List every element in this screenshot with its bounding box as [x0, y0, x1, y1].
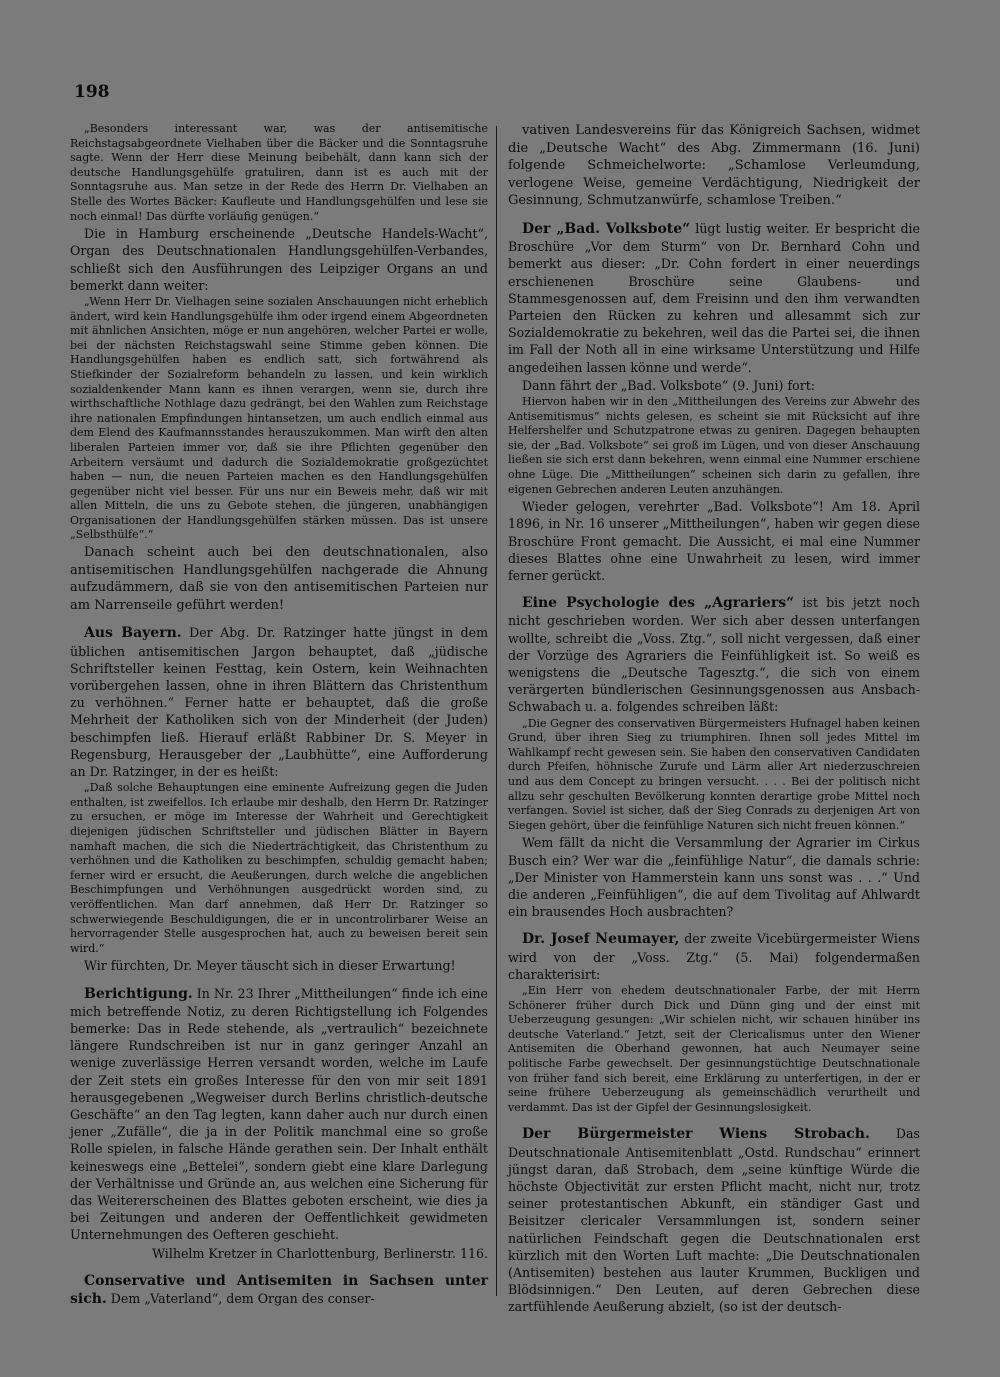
section-text: lügt lustig weiter. Er bespricht die Broschüre „Vor dem Sturm“ von Dr. Bernhard Cohn und bemerkt aus dieser: „Dr. Cohn fordert in einer neuerdings erschienenen Broschüre seine Glaubens- und Stammesgenossen auf, dem Freisinn und den ihm verwandten Parteien den Rücken zu kehren und allesammt sich zur Sozialdemokratie zu bekehren, weil das die Partei sei, die ihnen im Fall der Noth all in eine wirksame Unterstützung und Hilfe angedeihen lassen könne und werde“. — [508, 220, 920, 375]
section-paragraph — [70, 985, 488, 1244]
left-column — [70, 122, 488, 1309]
body-paragraph: Dann fährt der „Bad. Volksbote“ (9. Juni) fort: — [522, 377, 816, 393]
section-text: Der Abg. Dr. Ratzinger hatte jüngst in dem üblichen antisemitischen Jargon behauptet, daß „jüdische Schriftsteller keinen Festtag, kein Ostern, kein Weihnachten vorübergehen lassen, ohne in ihren Blättern das Christenthum zu verhöhnen.“ Ferner hatte er behauptet, daß die große Mehrheit der Katholiken sich von der Minderheit (der Juden) beschimpfen ließ. Hierauf erläßt Rabbiner Dr. S. Meyer in Regensburg, Herausgeber der „Laubhütte“, eine Aufforderung an Dr. Ratzinger, in der es heißt: — [70, 625, 489, 780]
quote-paragraph: „Daß solche Behauptungen eine eminente Aufreizung gegen die Juden enthalten, ist zweifellos. Ich erlaube mir deshalb, den Herrn Dr. Ratzinger zu ersuchen, er möge im Interesse der Wahrheit und Gerechtigkeit diejenigen jüdischen Schriftsteller und jüdischen Blätter in Bayern namhaft machen, die sich die Niederträchtigkeit, das Christenthum zu verhöhnen und die Katholiken zu beschimpfen, schuldig gemacht haben; ferner wird er ersucht, die Aeußerungen, durch welche die angeblichen Beschimpfungen und Verhöhnungen ausgedrückt worden sind, zu veröffentlichen. Man darf annehmen, daß Herr Dr. Ratzinger so schwerwiegende Beschuldigungen, die er in uncontrolirbarer Weise an hervorragender Stelle ausgesprochen hat, auch zu beweisen bereit sein wird.“ — [70, 781, 488, 955]
body-paragraph: Die in Hamburg erscheinende „Deutsche Handels-Wacht“, Organ des Deutschnationalen Handlungsgehülfen-Verbandes, schließt sich den Ausführungen des Leipziger Organs an und bemerkt dann weiter: — [70, 226, 488, 293]
spacer — [508, 1116, 920, 1125]
body-paragraph: Wir fürchten, Dr. Meyer täuscht sich in dieser Erwartung! — [84, 958, 456, 974]
section-heading: Der „Bad. Volksbote“ — [522, 220, 691, 237]
section-paragraph — [508, 220, 920, 376]
signature-line: Wilhelm Kretzer in Charlottenburg, Berlinerstr. 116. — [152, 1245, 488, 1261]
body-paragraph: Wieder gelogen, verehrter „Bad. Volksbote“! Am 18. April 1896, in Nr. 16 unserer „Mittheilungen“, haben wir gegen diese Broschüre Front gemacht. Die Aussicht, ei mal eine Nummer dieses Blattes ohne eine Unwahrheit zu lesen, wird immer ferner gerückt. — [508, 499, 920, 583]
section-heading: Dr. Josef Neumayer, — [522, 931, 680, 948]
section-heading: Conservative und Antisemiten in Sachsen unter sich. — [70, 1272, 488, 1308]
section-text: In Nr. 23 Ihrer „Mittheilungen“ finde ich eine mich betreffende Notiz, zu deren Richtigstellung ich Folgendes bemerke: Das in Rede stehende, als „vertraulich“ bezeichnete längere Rundschreiben ist nur in ganz geringer Anzahl an wenige zuverlässige Herren versandt worden, welche im Laufe der Zeit stets ein großes Interesse für den von mir seit 1891 herausgegebenen „Wegweiser durch Berlins christlich-deutsche Geschäfte“ an den Tag legten, kann daher auch nur durch einen jener „Zufälle“, die ja in der Politik manchmal eine so große Rolle spielen, in falsche Hände gerathen sein. Der Inhalt enthält keineswegs eine „Bettelei“, sondern giebt eine klare Darlegung der Verhältnisse und Gründe an, aus welchen eine Sicherung für das Weitererscheinen des Blattes geboten erscheint, wie dies ja bei Zeitungen und anderen der Oeffentlichkeit gewidmeten Unternehmungen des Oefteren geschieht. — [70, 985, 488, 1243]
section-text: der zweite Vicebürgermeister Wiens wird von der „Voss. Ztg.“ (5. Mai) folgendermaßen charakterisirt: — [508, 931, 920, 982]
section-text: ist bis jetzt noch nicht geschrieben worden. Wer sich aber dessen unterfangen wollte, schreibt die „Voss. Ztg.“, soll nicht vergessen, daß einer der Vorzüge des Agrariers die Feinfühligkeit ist. So weiß es wenigstens die „Deutsche Tagesztg.“, die sich von einem verärgerten bündlerischen Gesinnungsgenossen aus Ansbach-Schwabach u. a. folgendes schreiben läßt: — [508, 595, 920, 715]
section-heading: Aus Bayern. — [84, 625, 182, 642]
spacer — [508, 585, 920, 594]
quote-paragraph: „Wenn Herr Dr. Vielhagen seine sozialen Anschauungen nicht erheblich ändert, wird kein Handlungsgehülfe ihm oder irgend einem Abgeordneten mit ähnlichen Ansichten, möge er nun angehören, welcher Partei er wolle, bei der nächsten Reichstagswahl seine Stimme geben können. Die Handlungsgehülfen haben es endlich satt, sich fortwährend als Stiefkinder der Sozialreform behandeln zu lassen, und kein wirklich sozialdenkender Mann kann es ihnen verargen, wenn sie, durch ihre wirthschaftliche Nothlage dazu gedrängt, bei den Wahlen zum Reichstage ihre nationalen Empfindungen hintansetzen, um auch endlich einmal aus dem Elend des Kaufmannsstandes herauszukommen. Man wirft den alten liberalen Parteien immer vor, daß sie ihre Pflichten gegenüber den Arbeitern versäumt und dadurch die Sozialdemokratie großgezüchtet haben — nun, die neuen Parteien machen es den Handlungsgehülfen gegenüber nicht viel besser. Für uns nur ein Beweis mehr, daß wir mit allen Mitteln, die uns zu Gebote stehen, die jüngeren, unabhängigen Organisationen der Handlungsgehülfen stärken müssen. Das ist unsere „Selbsthülfe“.“ — [70, 294, 488, 542]
quote-paragraph: Hiervon haben wir in den „Mittheilungen des Vereins zur Abwehr des Antisemitismus“ nichts gelesen, es scheint sie mit Rücksicht auf ihre Helfershelfer und Schutzpatrone etwas zu geniren. Dagegen behaupten sie, der „Bad. Volksbote“ sei groß im Lügen, und von dieser Anschauung ließen sie sich erst dann bekehren, wenn einmal eine Nummer erschiene ohne Lüge. Die „Mittheilungen“ scheinen sich darin zu gefallen, ihre eigenen Gebrechen anderen Leuten anzuhängen. — [508, 395, 920, 496]
section-heading: Berichtigung. — [84, 985, 193, 1002]
section-heading: Der Bürgermeister Wiens Strobach. — [522, 1126, 870, 1143]
quote-paragraph: „Die Gegner des conservativen Bürgermeisters Hufnagel haben keinen Grund, über ihren Sieg zu triumphiren. Ihnen soll jedes Mittel im Wahlkampf recht gewesen sein. Sie haben den conservativen Candidaten durch Pfeifen, höhnische Zurufe und Lärm aller Art niederzuschreien und aus dem Concept zu bringen versucht. . . . Bei der politisch nicht allzu sehr geschulten Bevölkerung konnten derartige grobe Mittel noch verfangen. Soviel ist sicher, daß der Sieg Conrads zu derjenigen Art von Siegen gehört, über die feinfühlige Naturen sich nicht freuen können.“ — [508, 716, 920, 832]
section-paragraph — [508, 930, 920, 983]
section-paragraph — [70, 1272, 488, 1308]
spacer — [508, 211, 920, 220]
right-column — [508, 122, 920, 1317]
section-text: Das Deutschnationale Antisemitenblatt „Ostd. Rundschau“ erinnert jüngst daran, daß Strobach, dem „seine künftige Würde die höchste Objectivität zur ersten Pflicht macht, nicht nur, trotz seiner protestantischen Abkunft, ein ständiger Gast und Beisitzer clericaler Versammlungen ist, sondern seiner natürlichen Feindschaft gegen die Deutschnationalen erst kürzlich mit den Worten Luft machte: „Die Deutschnationalen (Antisemiten) bestehen aus lauter Krummen, Buckligen und Blödsinnigen.“ Den Leuten, auf deren Gebrechen diese zartfühlende Aeußerung abzielt, (so ist der deutsch- — [508, 1126, 920, 1315]
spacer — [508, 921, 920, 930]
page-number: 198 — [74, 82, 110, 102]
quote-paragraph: „Ein Herr von ehedem deutschnationaler Farbe, der mit Herrn Schönerer früher durch Dick und Dünn ging und der einst mit Ueberzeugung gesungen: „Wir schielen nicht, wir schauen hinüber ins deutsche Vaterland.“ Jetzt, seit der Clericalismus unter den Wiener Antisemiten die Oberhand gewonnen, hat auch Neumayer seine politische Farbe gewechselt. Der gesinnungstüchtige Deutschnationale von früher fand sich bereit, eine Erklärung zu unterfertigen, in der er seine frühere Ueberzeugung als gemeinschädlich verurtheilt und verdammt. Das ist der Gipfel der Gesinnungslosigkeit. — [508, 983, 920, 1114]
spacer — [70, 976, 488, 985]
spacer — [70, 615, 488, 624]
section-paragraph — [508, 1125, 920, 1315]
section-paragraph — [70, 624, 488, 780]
spacer — [70, 1263, 488, 1272]
section-paragraph — [508, 594, 920, 715]
quote-paragraph: „Besonders interessant war, was der antisemitische Reichstagsabgeordnete Vielhaben über die Bäcker und die Sonntagsruhe sagte. Wenn der Herr diese Meinung beibehält, dann kann sich der deutsche Handlungsgehülfe gratuliren, dann ist es auch mit der Sonntagsruhe aus. Man setze in der Rede des Herrn Dr. Vielhaben an Stelle des Wortes Bäcker: Kaufleute und Handlungsgehülfen und lese sie noch einmal! Das dürfte vorläufig genügen.“ — [70, 122, 488, 223]
body-paragraph: Danach scheint auch bei den deutschnationalen, also antisemitischen Handlungsgehülfen nachgerade die Ahnung aufzudämmern, daß sie von den antisemitischen Parteien nur am Narrenseile geführt werden! — [70, 545, 488, 613]
column-divider — [496, 126, 497, 1296]
body-paragraph: Wem fällt da nicht die Versammlung der Agrarier im Cirkus Busch ein? Wer war die „feinfühlige Natur“, die damals schrie: „Der Minister von Hammerstein kann uns sonst was . . .“ Und die anderen „Feinfühligen“, die auf dem Tivolitag auf Ahlwardt ein brausendes Hoch ausbrachten? — [508, 835, 920, 920]
section-heading: Eine Psychologie des „Agrariers“ — [522, 595, 795, 612]
body-paragraph: vativen Landesvereins für das Königreich Sachsen, widmet die „Deutsche Wacht“ des Abg. Zimmermann (16. Juni) folgende Schmeichelworte: „Schamlose Verleumdung, verlogene Weise, gemeine Verdächtigung, Niedrigkeit der Gesinnung, Schmutzanwürfe, schamlose Treiben.“ — [508, 123, 920, 209]
section-text: Dem „Vaterland“, dem Organ des conser- — [110, 1291, 375, 1307]
